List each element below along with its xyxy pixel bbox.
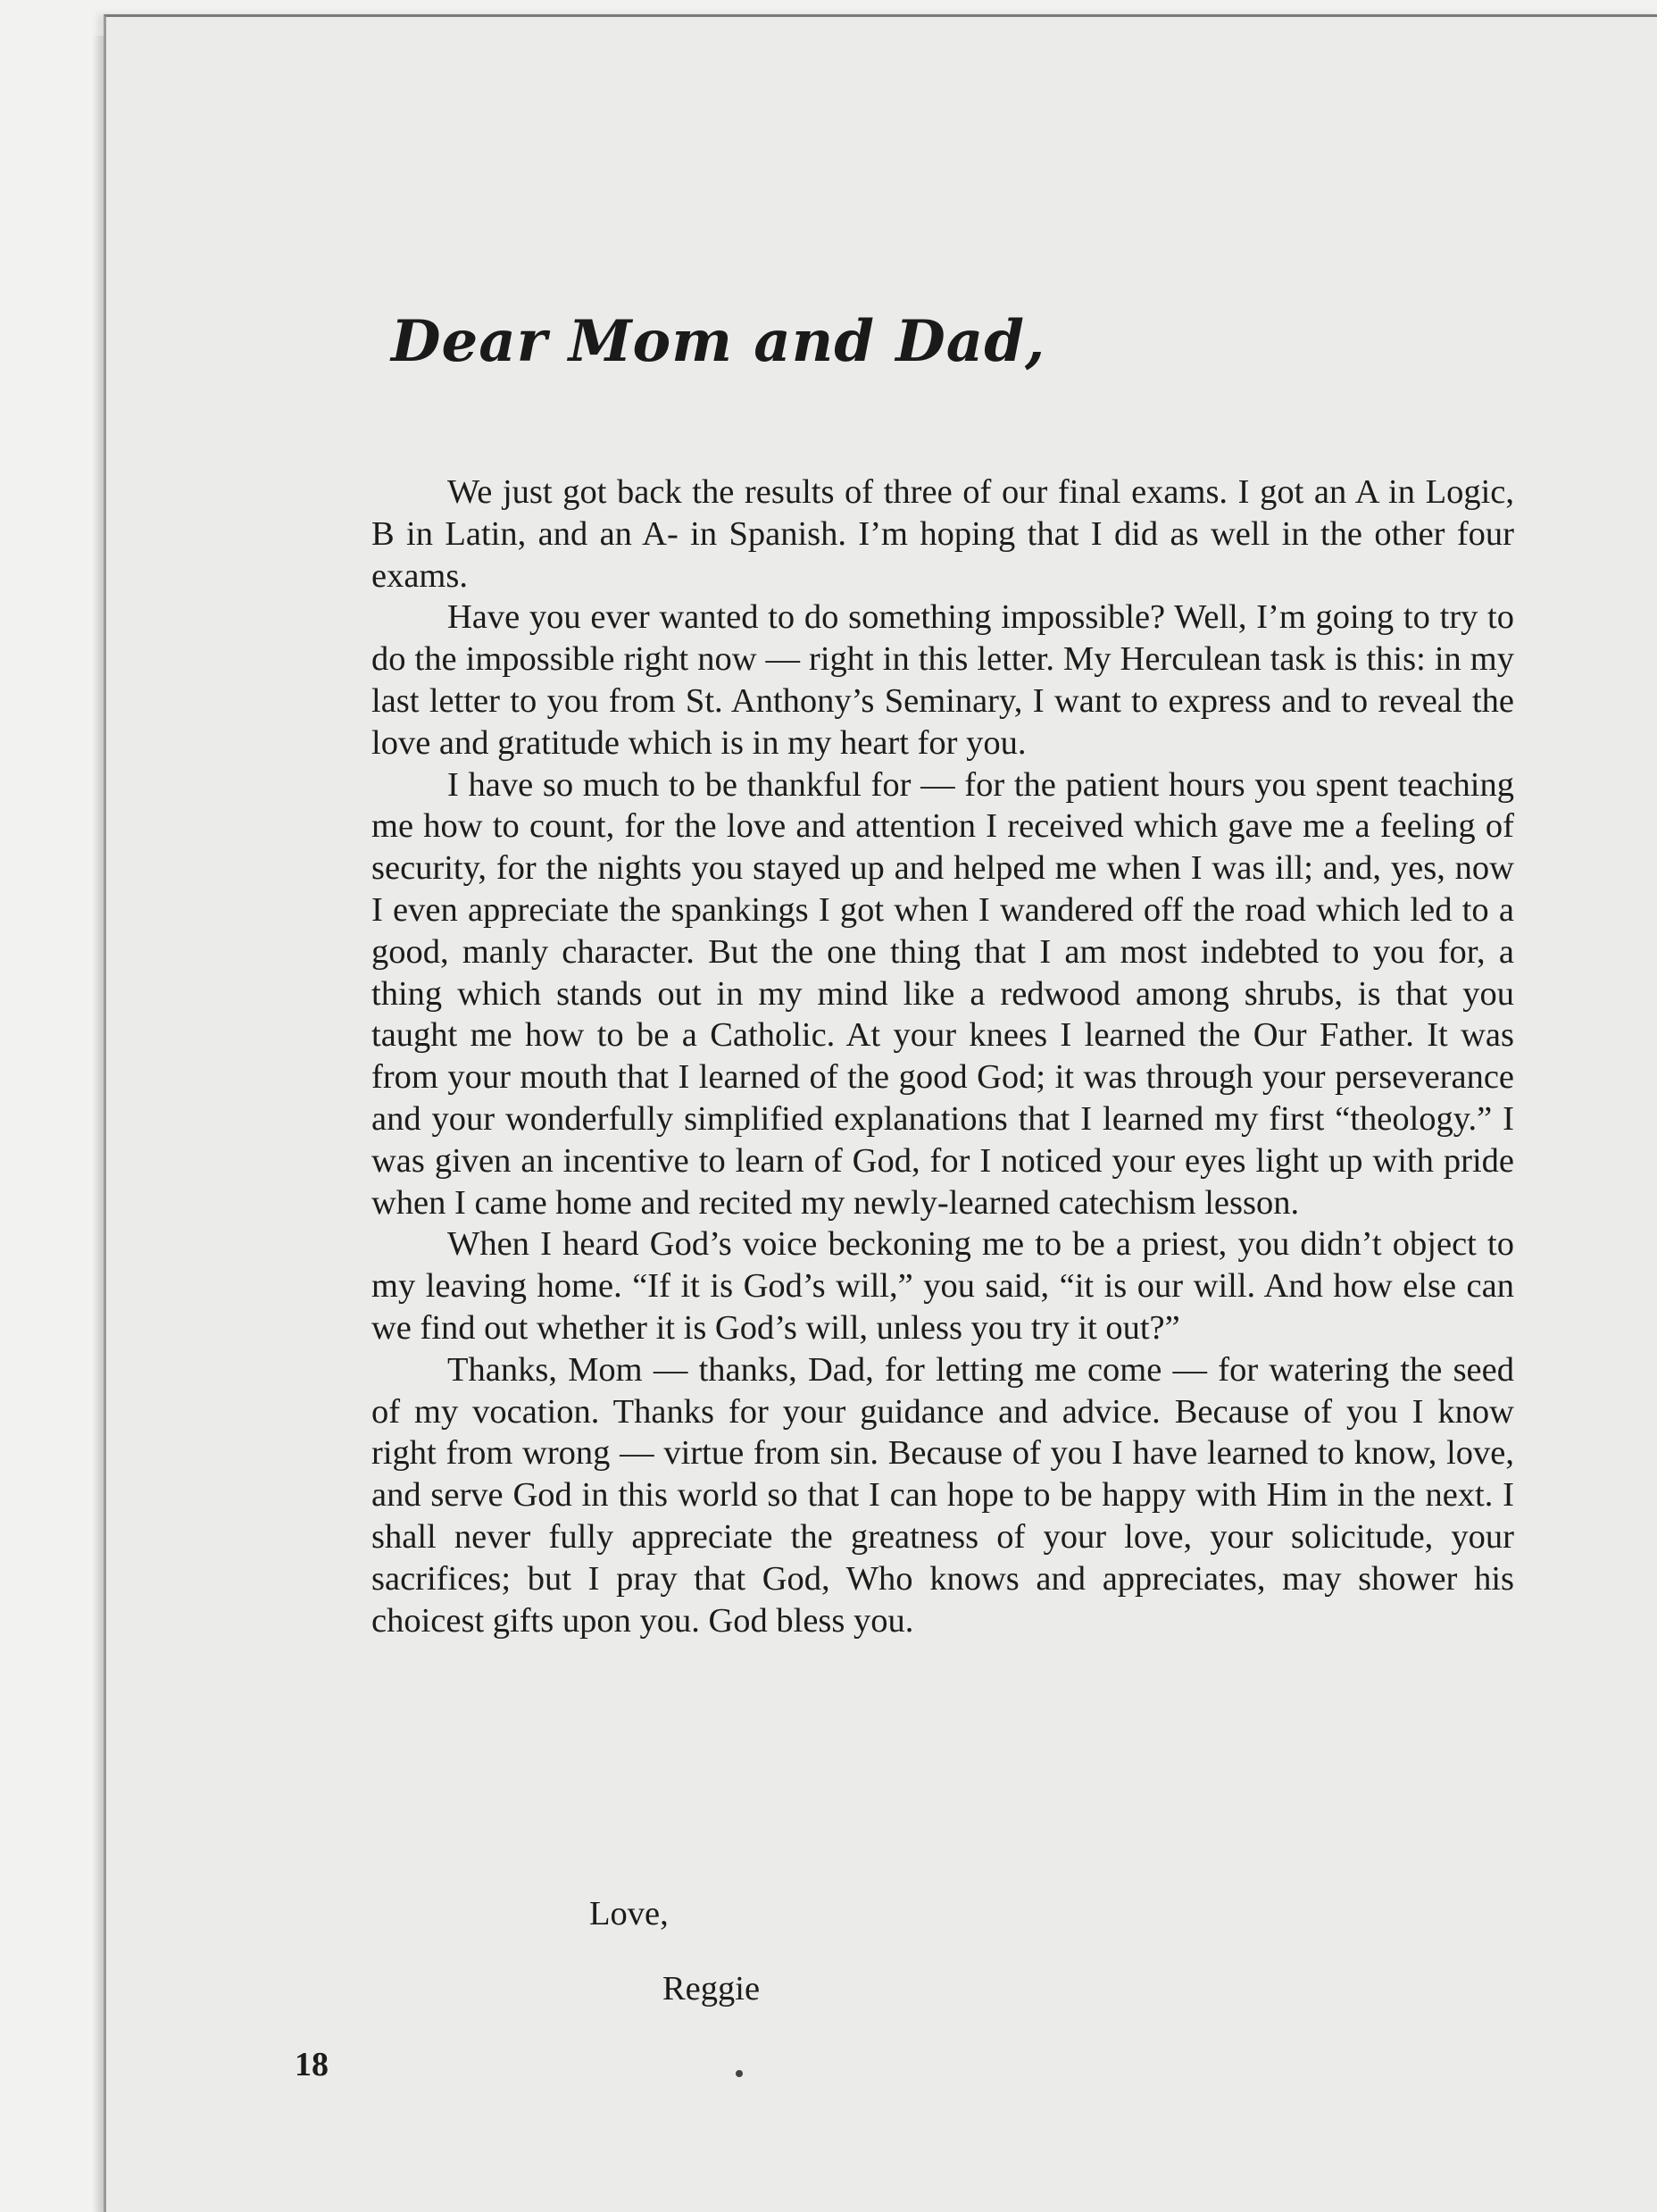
print-speck <box>736 2070 743 2077</box>
letter-body <box>371 472 1514 1641</box>
page-number: 18 <box>295 2046 329 2083</box>
letter-paragraph: When I heard God’s voice beckoning me to be a priest, you didn’t object to my leaving home. “If it is God’s will,” you said, “it is our will. And how else can we find out whether it is God’s will, unless you try it out?” <box>371 1225 1514 1347</box>
letter-salutation: Dear Mom and Dad, <box>391 308 1046 375</box>
letter-paragraph: I have so much to be thankful for — for the patient hours you spent teaching me how to count, for the love and attention I received which gave me a feeling of security, for the nights you stayed up and helped me when I was ill; and, yes, now I even appreciate the spankings I got when I wandered off the road which led to a good, manly character. But the one thing that I am most indebted to you for, a thing which stands out in my mind like a redwood among shrubs, is that you taught me how to be a Catholic. At your knees I learned the Our Father. It was from your mouth that I learned of the good God; it was through your perseverance and your wonderfully simplified explanations that I learned my first “theology.” I was given an incentive to learn of God, for I noticed your eyes light up with pride when I came home and recited my newly-learned catechism lesson. <box>371 765 1514 1222</box>
letter-paragraph: Have you ever wanted to do something impossible? Well, I’m going to try to do the impossible right now — right in this letter. My Herculean task is this: in my last letter to you from St. Anthony’s Seminary, I want to express and to reveal the love and gratitude which is in my heart for you. <box>371 598 1514 762</box>
letter-paragraph: We just got back the results of three of our final exams. I got an A in Logic, B in Latin, and an A- in Spanish. I’m hoping that I did as well in the other four exams. <box>371 473 1514 595</box>
letter-closing: Love, <box>589 1895 669 1932</box>
letter-signature: Reggie <box>662 1970 761 2007</box>
letter-paragraph: Thanks, Mom — thanks, Dad, for letting me come — for watering the seed of my vocation. Thanks for your guidance and advice. Because of you I know right from wrong — virtue from sin. Because of you I have learned to know, love, and serve God in this world so that I can hope to be happy with Him in the next. I shall never fully appreciate the greatness of your love, your solicitude, your sacrifices; but I pray that God, Who knows and appreciates, may shower his choicest gifts upon you. God bless you. <box>371 1350 1514 1640</box>
